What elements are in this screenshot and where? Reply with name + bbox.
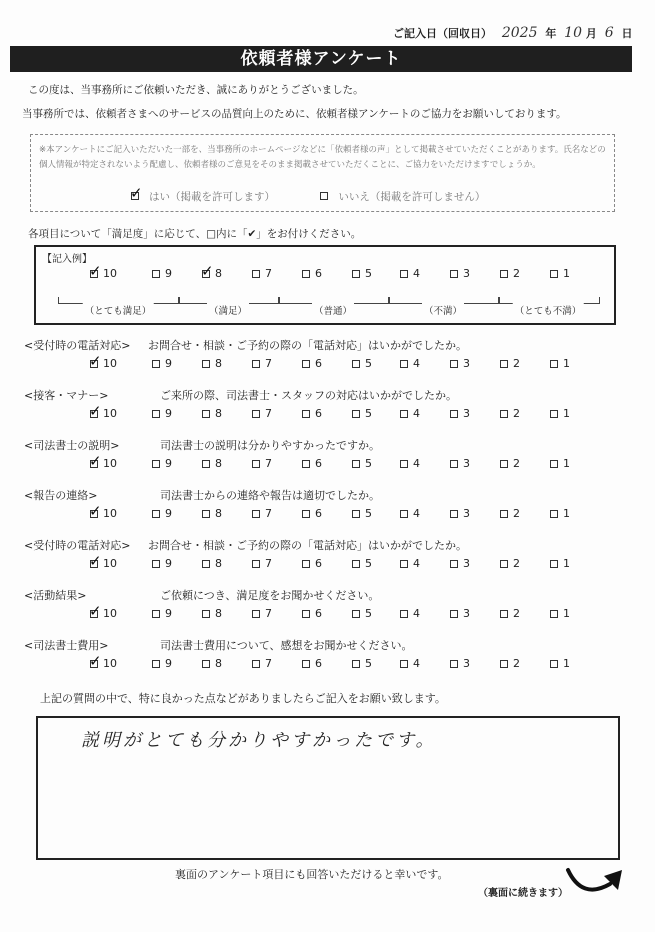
option-label: 8 <box>215 407 222 420</box>
checkbox-icon[interactable] <box>320 192 328 200</box>
checkbox-icon[interactable] <box>152 460 160 468</box>
option-label: 2 <box>513 357 520 370</box>
rating-option[interactable] <box>302 407 322 420</box>
option-label: 5 <box>365 557 372 570</box>
option-label: 6 <box>315 657 322 670</box>
checkbox-icon[interactable] <box>302 660 310 668</box>
rating-option[interactable] <box>202 457 222 470</box>
option-label: 8 <box>215 357 222 370</box>
rating-option[interactable] <box>550 407 570 420</box>
day-unit: 日 <box>621 27 633 40</box>
example-option[interactable] <box>90 267 117 280</box>
example-option[interactable] <box>450 267 470 280</box>
continue-label: （裏面に続きます） <box>478 888 568 899</box>
checkbox-icon[interactable] <box>252 610 260 618</box>
checkbox-icon[interactable] <box>131 192 139 200</box>
checkbox-icon[interactable] <box>252 360 260 368</box>
option-label: 10 <box>103 557 117 570</box>
scale-label-satisfied: （満足） <box>207 303 249 317</box>
rating-option[interactable] <box>202 357 222 370</box>
rating-option[interactable] <box>90 507 117 520</box>
rating-option[interactable] <box>352 357 372 370</box>
example-option[interactable] <box>500 267 520 280</box>
option-label: 2 <box>513 407 520 420</box>
checkbox-icon[interactable] <box>302 560 310 568</box>
rating-option[interactable] <box>302 557 322 570</box>
option-label: 5 <box>365 267 372 280</box>
rating-option[interactable] <box>202 557 222 570</box>
rating-option[interactable] <box>252 407 272 420</box>
checkbox-icon[interactable] <box>152 560 160 568</box>
checkbox-icon[interactable] <box>450 360 458 368</box>
checkbox-icon[interactable] <box>90 360 98 368</box>
checkbox-icon[interactable] <box>90 460 98 468</box>
option-label: 9 <box>165 407 172 420</box>
option-label: 5 <box>365 607 372 620</box>
month-unit: 月 <box>585 27 597 40</box>
checkbox-icon[interactable] <box>152 270 160 278</box>
option-label: 1 <box>563 267 570 280</box>
comment-box[interactable] <box>36 716 620 860</box>
option-label: 9 <box>165 267 172 280</box>
option-label: 7 <box>265 407 272 420</box>
example-option[interactable] <box>252 267 272 280</box>
checkbox-icon[interactable] <box>550 660 558 668</box>
checkbox-icon[interactable] <box>202 360 210 368</box>
rating-option[interactable] <box>450 507 470 520</box>
submission-date <box>393 25 632 41</box>
checkbox-icon[interactable] <box>352 610 360 618</box>
option-label: 6 <box>315 267 322 280</box>
option-label: 10 <box>103 657 117 670</box>
question-category: <接客・マナー> <box>24 389 109 402</box>
consent-no-option[interactable] <box>320 191 495 203</box>
question-text: お問合せ・相談・ご予約の際の「電話対応」はいかがでしたか。 <box>148 339 467 352</box>
rating-option[interactable] <box>500 507 520 520</box>
option-label: 5 <box>365 457 372 470</box>
checkbox-icon[interactable] <box>450 270 458 278</box>
back-note: 裏面のアンケート項目にも回答いただけると幸いです。 <box>175 868 449 881</box>
checkbox-icon[interactable] <box>450 610 458 618</box>
option-label: 9 <box>165 357 172 370</box>
checkbox-icon[interactable] <box>302 270 310 278</box>
option-label: 5 <box>365 507 372 520</box>
rating-option[interactable] <box>352 457 372 470</box>
checkbox-icon[interactable] <box>500 460 508 468</box>
option-label: 4 <box>413 507 420 520</box>
checkbox-icon[interactable] <box>252 460 260 468</box>
option-label: 4 <box>413 557 420 570</box>
checkbox-icon[interactable] <box>400 410 408 418</box>
rating-option[interactable] <box>400 507 420 520</box>
rating-option[interactable] <box>302 657 322 670</box>
option-label: 10 <box>103 357 117 370</box>
checkbox-icon[interactable] <box>252 560 260 568</box>
checkbox-icon[interactable] <box>302 460 310 468</box>
option-label: 7 <box>265 457 272 470</box>
option-label: 1 <box>563 357 570 370</box>
checkbox-icon[interactable] <box>202 460 210 468</box>
checkbox-icon[interactable] <box>400 360 408 368</box>
option-label: 10 <box>103 457 117 470</box>
option-label: 2 <box>513 507 520 520</box>
option-label: 1 <box>563 407 570 420</box>
option-label: 3 <box>463 557 470 570</box>
rating-option[interactable] <box>90 657 117 670</box>
checkbox-icon[interactable] <box>202 660 210 668</box>
checkbox-icon[interactable] <box>202 560 210 568</box>
checkbox-icon[interactable] <box>500 660 508 668</box>
checkbox-icon[interactable] <box>302 360 310 368</box>
rating-option[interactable] <box>352 507 372 520</box>
rating-option[interactable] <box>500 607 520 620</box>
rating-option[interactable] <box>550 557 570 570</box>
checkbox-icon[interactable] <box>550 460 558 468</box>
checkbox-icon[interactable] <box>450 410 458 418</box>
checkbox-icon[interactable] <box>202 510 210 518</box>
option-label: 3 <box>463 507 470 520</box>
rating-option[interactable] <box>202 407 222 420</box>
option-label: 10 <box>103 267 117 280</box>
rating-option[interactable] <box>90 407 117 420</box>
checkbox-icon[interactable] <box>500 610 508 618</box>
checkbox-icon[interactable] <box>202 270 210 278</box>
question-text: 司法書士費用について、感想をお聞かせください。 <box>160 639 413 652</box>
rating-option[interactable] <box>302 457 322 470</box>
rating-option[interactable] <box>450 357 470 370</box>
scale-label-neutral: （普通） <box>312 303 354 317</box>
checkbox-icon[interactable] <box>550 410 558 418</box>
option-label: 10 <box>103 507 117 520</box>
option-label: 1 <box>563 607 570 620</box>
checkbox-icon[interactable] <box>500 510 508 518</box>
rating-option[interactable] <box>550 657 570 670</box>
option-label: 1 <box>563 457 570 470</box>
checkbox-icon[interactable] <box>352 410 360 418</box>
rating-option[interactable] <box>202 607 222 620</box>
rating-option[interactable] <box>450 557 470 570</box>
option-label: 4 <box>413 607 420 620</box>
option-label: 1 <box>563 657 570 670</box>
question-category: <活動結果> <box>24 589 87 602</box>
checkbox-icon[interactable] <box>400 660 408 668</box>
rating-option[interactable] <box>90 457 117 470</box>
rating-option[interactable] <box>500 657 520 670</box>
rating-option[interactable] <box>252 357 272 370</box>
option-label: 8 <box>215 557 222 570</box>
rating-option[interactable] <box>90 557 117 570</box>
rating-option[interactable] <box>302 507 322 520</box>
consent-no-label: いいえ（掲載を許可しません） <box>338 191 486 203</box>
option-label: 2 <box>513 267 520 280</box>
option-label: 3 <box>463 457 470 470</box>
checkbox-icon[interactable] <box>352 660 360 668</box>
checkbox-icon[interactable] <box>500 270 508 278</box>
option-label: 2 <box>513 457 520 470</box>
option-label: 6 <box>315 407 322 420</box>
question-text: 司法書士からの連絡や報告は適切でしたか。 <box>160 489 380 502</box>
option-label: 10 <box>103 407 117 420</box>
rating-option[interactable] <box>152 407 172 420</box>
checkbox-icon[interactable] <box>302 610 310 618</box>
option-label: 2 <box>513 557 520 570</box>
rating-option[interactable] <box>152 457 172 470</box>
checkbox-icon[interactable] <box>152 410 160 418</box>
checkbox-icon[interactable] <box>352 460 360 468</box>
rating-option[interactable] <box>450 407 470 420</box>
consent-text: ※本アンケートにご記入いただいた一部を、当事務所のホームページなどに「依頼者様の声」として掲載させていただくことがあります。氏名などの個人情報が特定されないよう配慮し、依頼者様のご意見をそのまま掲載させていただくことに、ご協力をいただけますでしょうか。 <box>39 145 606 170</box>
option-label: 7 <box>265 357 272 370</box>
rating-option[interactable] <box>302 607 322 620</box>
option-label: 3 <box>463 607 470 620</box>
checkbox-icon[interactable] <box>90 510 98 518</box>
rating-option[interactable] <box>400 557 420 570</box>
option-label: 8 <box>215 457 222 470</box>
rating-option[interactable] <box>252 557 272 570</box>
rating-option[interactable] <box>352 657 372 670</box>
checkbox-icon[interactable] <box>152 610 160 618</box>
checkbox-icon[interactable] <box>90 560 98 568</box>
checkbox-icon[interactable] <box>252 510 260 518</box>
year-value[interactable]: 2025 <box>501 25 538 41</box>
option-label: 9 <box>165 507 172 520</box>
instruction: 各項目について「満足度」に応じて、□内に「✔」をお付けください。 <box>28 228 362 240</box>
rating-option[interactable] <box>450 607 470 620</box>
month-value[interactable]: 10 <box>564 25 582 41</box>
checkbox-icon[interactable] <box>90 610 98 618</box>
rating-option[interactable] <box>252 507 272 520</box>
rating-option[interactable] <box>152 657 172 670</box>
checkbox-icon[interactable] <box>90 410 98 418</box>
question-category: <報告の連絡> <box>24 489 98 502</box>
option-label: 7 <box>265 267 272 280</box>
checkbox-icon[interactable] <box>152 660 160 668</box>
rating-option[interactable] <box>152 557 172 570</box>
rating-option[interactable] <box>400 407 420 420</box>
comment-answer[interactable]: 説明がとても分かりやすかったです。 <box>81 730 437 751</box>
checkbox-icon[interactable] <box>550 610 558 618</box>
checkbox-icon[interactable] <box>252 410 260 418</box>
question-text: ご依頼につき、満足度をお聞かせください。 <box>160 589 380 602</box>
rating-option[interactable] <box>252 657 272 670</box>
question-category: <受付時の電話対応> <box>24 539 131 552</box>
rating-option[interactable] <box>252 457 272 470</box>
checkbox-icon[interactable] <box>252 660 260 668</box>
option-label: 6 <box>315 507 322 520</box>
option-label: 4 <box>413 457 420 470</box>
rating-option[interactable] <box>302 357 322 370</box>
option-label: 10 <box>103 607 117 620</box>
scale-label-very-satisfied: （とても満足） <box>83 303 154 317</box>
option-label: 6 <box>315 557 322 570</box>
option-label: 3 <box>463 357 470 370</box>
option-label: 5 <box>365 407 372 420</box>
page-title: 依頼者様アンケート <box>10 46 632 72</box>
checkbox-icon[interactable] <box>400 560 408 568</box>
comment-prompt: 上記の質問の中で、特に良かった点などがありましたらご記入をお願い致します。 <box>40 692 446 705</box>
checkbox-icon[interactable] <box>352 560 360 568</box>
checkbox-icon[interactable] <box>400 510 408 518</box>
rating-option[interactable] <box>352 607 372 620</box>
checkbox-icon[interactable] <box>252 270 260 278</box>
year-unit: 年 <box>545 27 557 40</box>
checkbox-icon[interactable] <box>352 270 360 278</box>
rating-option[interactable] <box>90 357 117 370</box>
checkbox-icon[interactable] <box>302 510 310 518</box>
option-label: 5 <box>365 657 372 670</box>
rating-option[interactable] <box>152 607 172 620</box>
rating-option[interactable] <box>450 657 470 670</box>
rating-option[interactable] <box>500 357 520 370</box>
example-option[interactable] <box>352 267 372 280</box>
rating-option[interactable] <box>400 607 420 620</box>
rating-option[interactable] <box>152 357 172 370</box>
example-option[interactable] <box>400 267 420 280</box>
question-category: <受付時の電話対応> <box>24 339 131 352</box>
checkbox-icon[interactable] <box>152 360 160 368</box>
option-label: 7 <box>265 607 272 620</box>
intro-line-2: 当事務所では、依頼者さまへのサービスの品質向上のために、依頼者様アンケートのご協力をお願いしております。 <box>22 108 567 120</box>
scale-label-dissatisfied: （不満） <box>422 303 464 317</box>
question-category: <司法書士の説明> <box>24 439 120 452</box>
example-option[interactable] <box>550 267 570 280</box>
checkbox-icon[interactable] <box>202 410 210 418</box>
rating-option[interactable] <box>500 407 520 420</box>
consent-options <box>131 189 505 204</box>
rating-option[interactable] <box>352 407 372 420</box>
checkbox-icon[interactable] <box>550 510 558 518</box>
rating-option[interactable] <box>500 457 520 470</box>
option-label: 3 <box>463 407 470 420</box>
option-label: 1 <box>563 507 570 520</box>
rating-option[interactable] <box>550 607 570 620</box>
rating-option[interactable] <box>500 557 520 570</box>
rating-option[interactable] <box>400 657 420 670</box>
rating-option[interactable] <box>202 657 222 670</box>
option-label: 9 <box>165 457 172 470</box>
rating-option[interactable] <box>90 607 117 620</box>
example-box <box>34 245 616 325</box>
checkbox-icon[interactable] <box>450 460 458 468</box>
option-label: 4 <box>413 267 420 280</box>
option-label: 5 <box>365 357 372 370</box>
date-label: ご記入日（回収日） <box>393 27 492 40</box>
option-label: 2 <box>513 607 520 620</box>
question-category: <司法書士費用> <box>24 639 109 652</box>
option-label: 9 <box>165 557 172 570</box>
checkbox-icon[interactable] <box>400 270 408 278</box>
intro-line-1: この度は、当事務所にご依頼いただき、誠にありがとうございました。 <box>28 84 364 96</box>
checkbox-icon[interactable] <box>352 360 360 368</box>
rating-option[interactable] <box>450 457 470 470</box>
rating-option[interactable] <box>252 607 272 620</box>
scale-brackets <box>36 297 614 317</box>
option-label: 7 <box>265 657 272 670</box>
option-label: 7 <box>265 507 272 520</box>
option-label: 2 <box>513 657 520 670</box>
checkbox-icon[interactable] <box>352 510 360 518</box>
option-label: 3 <box>463 267 470 280</box>
checkbox-icon[interactable] <box>450 510 458 518</box>
example-label: 【記入例】 <box>42 254 92 265</box>
checkbox-icon[interactable] <box>90 270 98 278</box>
curved-arrow-icon <box>562 856 634 904</box>
option-label: 4 <box>413 657 420 670</box>
option-label: 8 <box>215 267 222 280</box>
checkbox-icon[interactable] <box>550 560 558 568</box>
rating-option[interactable] <box>352 557 372 570</box>
option-label: 3 <box>463 657 470 670</box>
checkbox-icon[interactable] <box>302 410 310 418</box>
checkbox-icon[interactable] <box>400 610 408 618</box>
rating-option[interactable] <box>550 457 570 470</box>
consent-yes-option[interactable] <box>131 191 285 203</box>
question-text: お問合せ・相談・ご予約の際の「電話対応」はいかがでしたか。 <box>148 539 467 552</box>
option-label: 6 <box>315 357 322 370</box>
scale-label-very-dissatisfied: （とても不満） <box>513 303 584 317</box>
checkbox-icon[interactable] <box>400 460 408 468</box>
example-option[interactable] <box>202 267 222 280</box>
option-label: 9 <box>165 657 172 670</box>
checkbox-icon[interactable] <box>450 560 458 568</box>
checkbox-icon[interactable] <box>152 510 160 518</box>
consent-yes-label: はい（掲載を許可します） <box>149 191 275 203</box>
example-option[interactable] <box>302 267 322 280</box>
option-label: 1 <box>563 557 570 570</box>
checkbox-icon[interactable] <box>550 270 558 278</box>
rating-option[interactable] <box>400 457 420 470</box>
day-value[interactable]: 6 <box>604 25 614 41</box>
checkbox-icon[interactable] <box>450 660 458 668</box>
checkbox-icon[interactable] <box>202 610 210 618</box>
checkbox-icon[interactable] <box>500 360 508 368</box>
checkbox-icon[interactable] <box>550 360 558 368</box>
consent-box <box>30 134 615 212</box>
rating-option[interactable] <box>550 507 570 520</box>
option-label: 7 <box>265 557 272 570</box>
rating-option[interactable] <box>400 357 420 370</box>
option-label: 6 <box>315 607 322 620</box>
question-text: 司法書士の説明は分かりやすかったですか。 <box>160 439 380 452</box>
checkbox-icon[interactable] <box>500 560 508 568</box>
option-label: 8 <box>215 657 222 670</box>
option-label: 4 <box>413 357 420 370</box>
example-option[interactable] <box>152 267 172 280</box>
option-label: 6 <box>315 457 322 470</box>
option-label: 4 <box>413 407 420 420</box>
option-label: 8 <box>215 507 222 520</box>
rating-option[interactable] <box>550 357 570 370</box>
question-text: ご来所の際、司法書士・スタッフの対応はいかがでしたか。 <box>160 389 457 402</box>
option-label: 8 <box>215 607 222 620</box>
option-label: 9 <box>165 607 172 620</box>
checkbox-icon[interactable] <box>500 410 508 418</box>
rating-option[interactable] <box>202 507 222 520</box>
rating-option[interactable] <box>152 507 172 520</box>
checkbox-icon[interactable] <box>90 660 98 668</box>
